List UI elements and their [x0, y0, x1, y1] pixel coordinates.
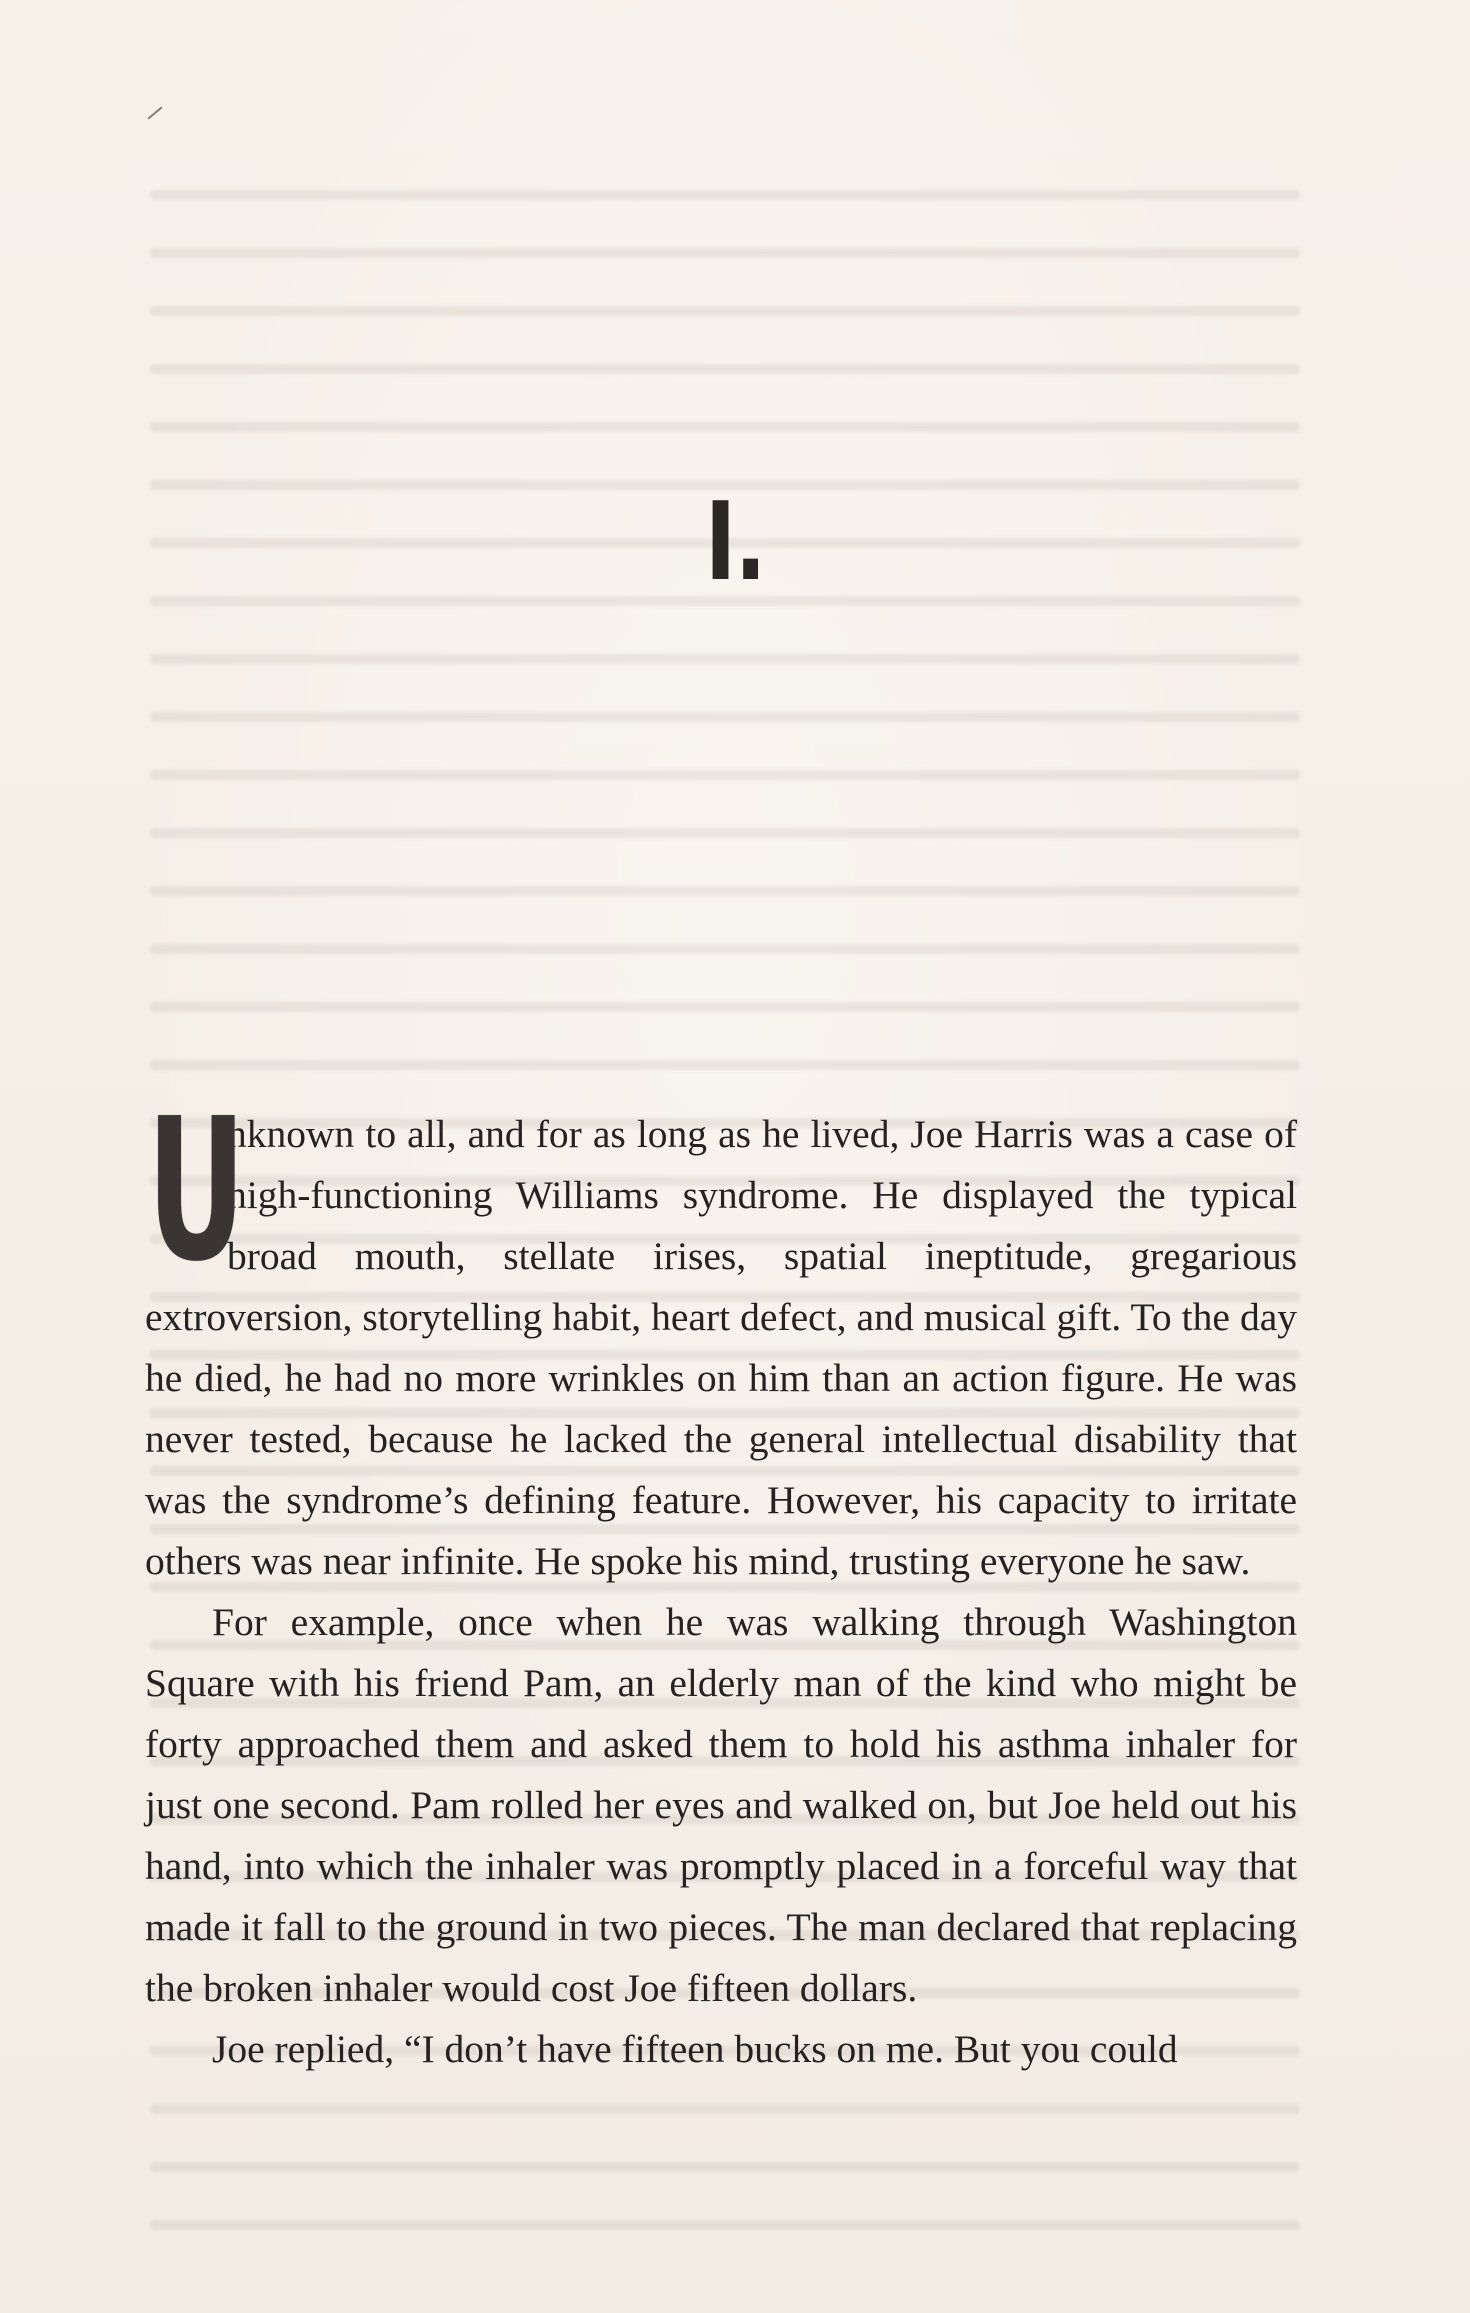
drop-cap: U [147, 1077, 246, 1305]
chapter-number: I. [704, 480, 766, 605]
paragraph-3: Joe replied, “I don’t have fifteen bucks on me. But you could [212, 2027, 1178, 2071]
pencil-mark [147, 106, 162, 119]
body-text [145, 1077, 1297, 2080]
paragraph-1-text: nknown to all, and for as long as he lived, Joe Harris was a case of high-functioning Williams syndrome. He displayed the typical broad mouth, stellate irises, spatial ineptitude, gregarious extroversion, storytelling habit, heart defect, and musical gift. To the day he died, he had no more wrinkles on him than an action figure. He was never tested, because he lacked the general intellectual disability that was the syndrome’s defining feature. However, his capacity to irritate others was near infinite. He spoke his mind, trusting everyone he saw. [145, 1112, 1297, 1583]
paragraph-1 [145, 1077, 1297, 1592]
paragraph-2: For example, once when he was walking through Washington Square with his friend Pam, an elderly man of the kind who might be forty approached them and asked them to hold his asthma inhaler for just one second. Pam rolled her eyes and walked on, but Joe held out his hand, into which the inhaler was promptly placed in a forceful way that made it fall to the ground in two pieces. The man declared that replacing the broken inhaler would cost Joe fifteen dollars. [145, 1600, 1297, 2010]
